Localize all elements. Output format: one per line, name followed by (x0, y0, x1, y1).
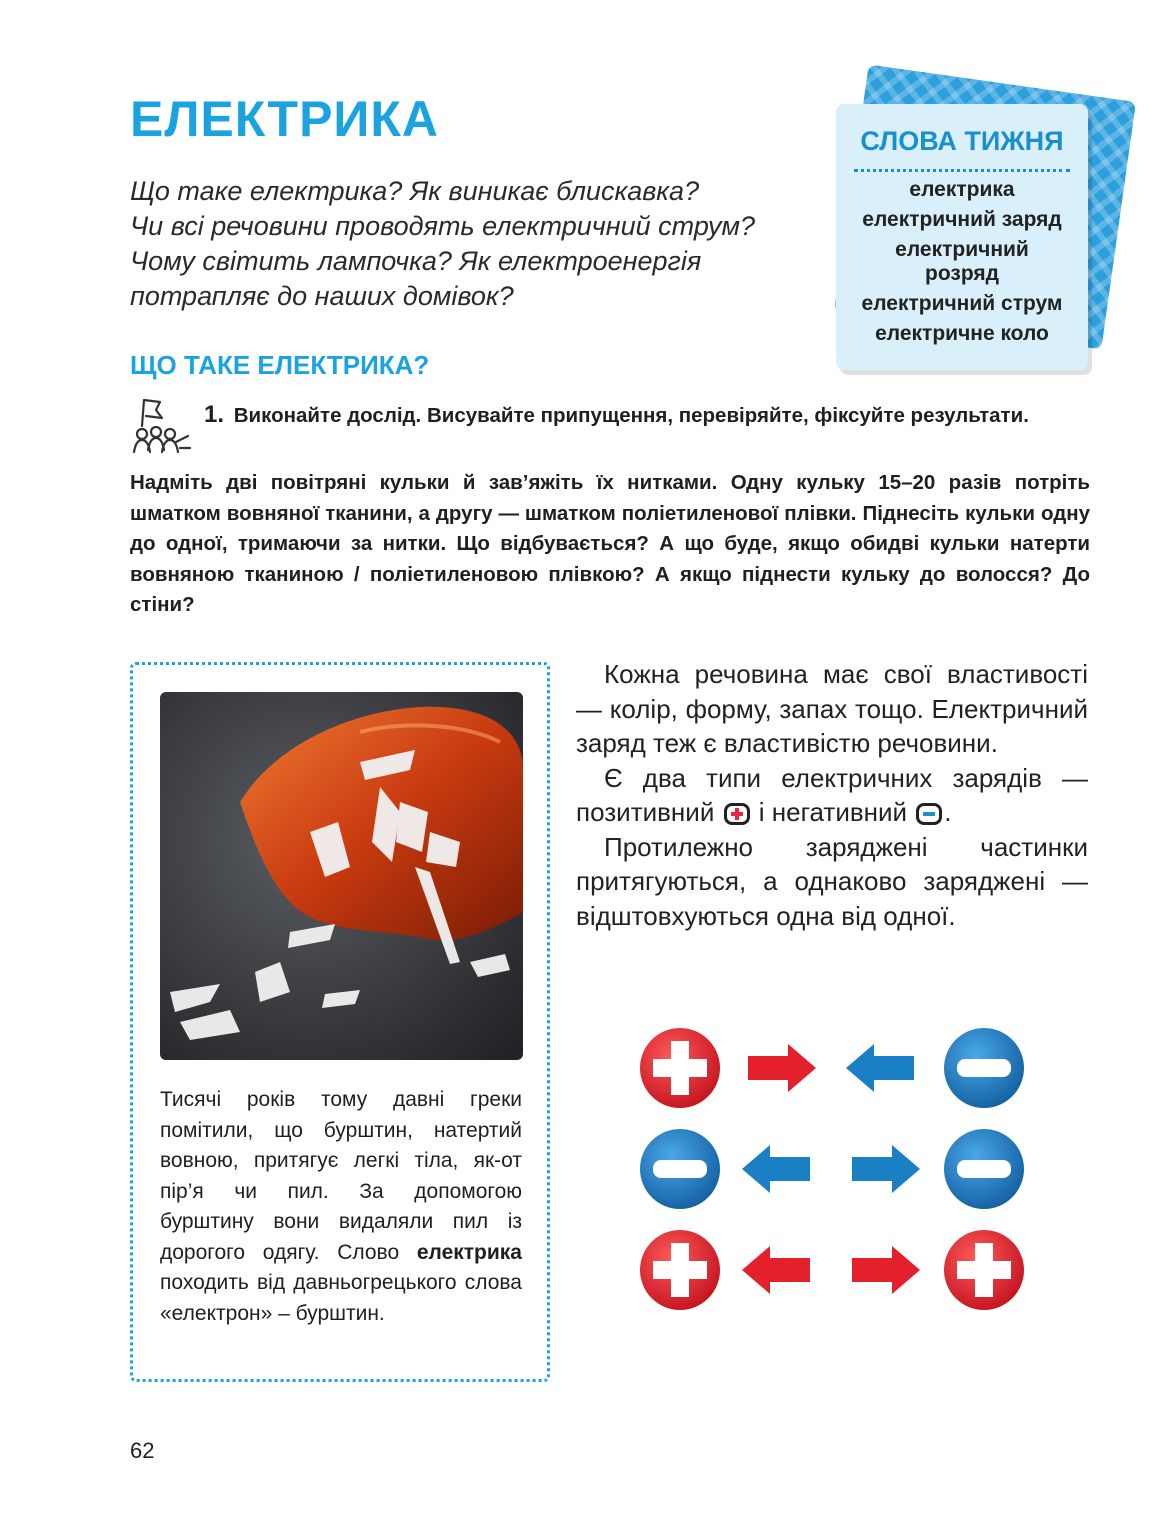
caption-keyword: електрика (416, 1240, 522, 1264)
arrow-right-icon (852, 1246, 920, 1294)
word-item: електрика (909, 178, 1015, 201)
arrow-left-icon (742, 1246, 810, 1294)
intro-questions (130, 174, 810, 314)
words-card-title: СЛОВА ТИЖНЯ (860, 126, 1064, 156)
word-item: електричний розряд (895, 238, 1029, 285)
plus-icon (944, 1230, 1024, 1310)
text-fragment: . (944, 797, 952, 827)
word-item: електричний заряд (862, 208, 1062, 231)
text-fragment: і негативний (751, 797, 915, 827)
intro-line: Чи всі речовини проводять електричний струм? (130, 211, 755, 241)
words-of-week-card (836, 104, 1088, 370)
text-fragment: Є два типи електричних зарядів — позитивний (576, 762, 1088, 827)
amber-photo (160, 692, 523, 1060)
attract-row (640, 1028, 1024, 1108)
repel-row-negative (640, 1129, 1024, 1209)
experiment-instructions: Надміть дві повітряні кульки й зав’яжіть їх нитками. Одну кульку 15–20 разів потріть шматком вовняної тканини, а другу — шматком поліетиленової плівки. Піднесіть кульки одну до одної, тримаючи за нитки. Що відбувається? А що буде, якщо обидві кульки натерти вовняною тканиною / поліетиленовою плівкою? А якщо піднести кульку до волосся? До стіни? (130, 471, 1090, 617)
word-item: електричний струм (861, 292, 1063, 315)
intro-line: потрапляє до наших домівок? (130, 281, 514, 311)
section-title: ЩО ТАКЕ ЕЛЕКТРИКА? (130, 350, 430, 380)
dotted-divider (854, 169, 1070, 172)
word-item: електричне коло (875, 322, 1049, 345)
task-number: 1. (204, 401, 225, 428)
arrow-left-icon (742, 1145, 810, 1193)
caption-text: походить від давньогрецького слова «електрон» – бурштин. (160, 1271, 522, 1325)
negative-charge-icon (916, 803, 942, 825)
caption-text: Тисячі років тому давні греки помітили, що бурштин, натертий вовною, притягує легкі тіла, як-от пір’я чи пил. За допомогою бурштину вони видаляли пил із дорогого одягу. Слово (160, 1088, 522, 1264)
plus-icon (640, 1028, 720, 1108)
page-title: ЕЛЕКТРИКА (130, 91, 439, 147)
minus-icon (944, 1028, 1024, 1108)
minus-icon (944, 1129, 1024, 1209)
intro-line: Чому світить лампочка? Як електроенергія (130, 246, 702, 276)
task-text: Виконайте дослід. Висувайте припущення, перевіряйте, фіксуйте результати. (233, 404, 1029, 427)
charges-explanation (576, 657, 1088, 933)
minus-icon (640, 1129, 720, 1209)
positive-charge-icon (724, 803, 750, 825)
arrow-right-icon (852, 1145, 920, 1193)
task-1 (130, 400, 1090, 431)
page-number: 62 (130, 1438, 155, 1463)
intro-line: Що таке електрика? Як виникає блискавка? (130, 176, 700, 206)
history-caption (160, 1085, 522, 1329)
paragraph: Протилежно заряджені частинки притягуються, а однаково заряджені — відштовхуються одна від одної. (576, 831, 1088, 931)
paragraph (576, 761, 1088, 830)
charge-interaction-diagram (636, 1024, 1026, 1314)
repel-row-positive (640, 1230, 1024, 1310)
arrow-right-icon (748, 1044, 816, 1092)
arrow-left-icon (846, 1044, 914, 1092)
plus-icon (640, 1230, 720, 1310)
paragraph: Кожна речовина має свої властивості — колір, форму, запах тощо. Електричний заряд теж є властивістю речовини. (576, 659, 1088, 758)
